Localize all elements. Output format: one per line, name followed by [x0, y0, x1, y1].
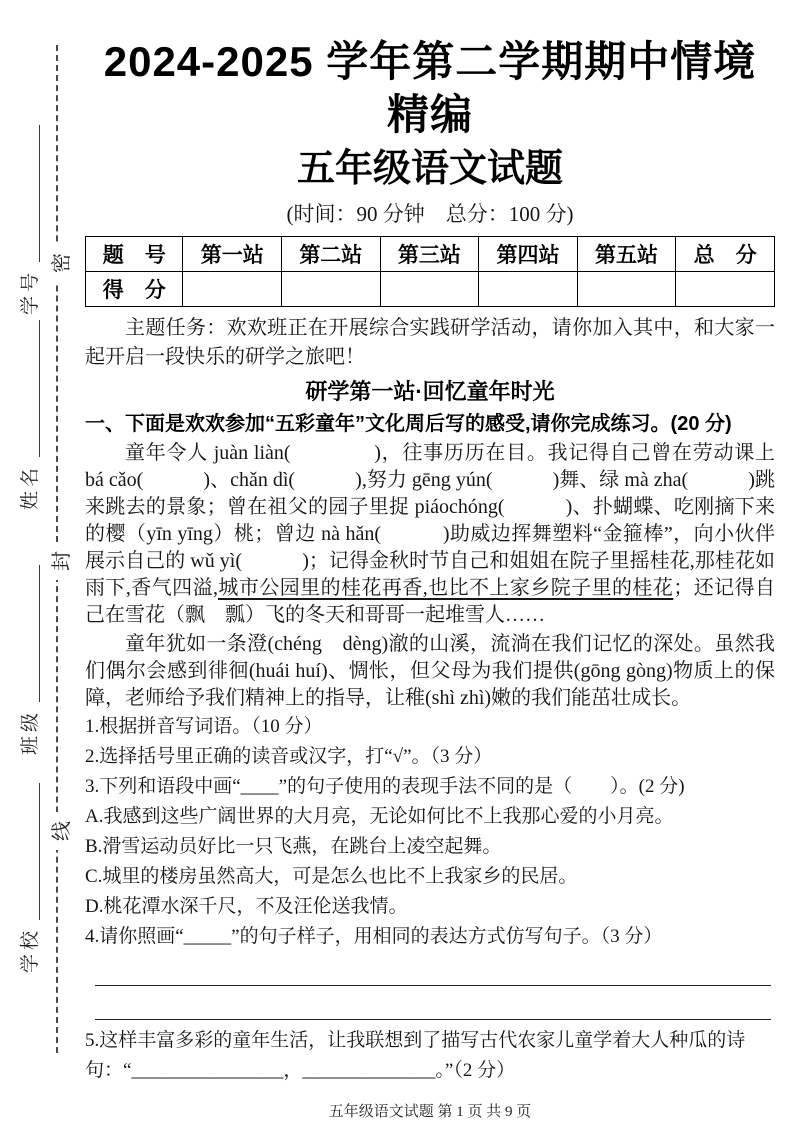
score-cell-total [676, 271, 775, 306]
score-header-station2: 第二站 [282, 236, 381, 271]
seal-char-xian: 线 [49, 812, 75, 850]
score-row-label: 得 分 [86, 271, 183, 306]
student-field-class-blank [36, 565, 40, 702]
student-field-class-label: 班级 [20, 708, 41, 755]
score-header-question: 题 号 [86, 236, 183, 271]
score-header-station1: 第一站 [183, 236, 282, 271]
student-field-school-blank [36, 783, 40, 920]
seal-char-feng: 封 [49, 542, 75, 580]
question-3-option-b: B.滑雪运动员好比一只飞燕，在跳台上凌空起舞。 [85, 835, 502, 857]
page-subtitle: 五年级语文试题 [296, 148, 563, 190]
question-4: 4.请你照画“_____”的句子样子，用相同的表达方式仿写句子。（3 分） [85, 925, 663, 947]
student-field-school [16, 783, 40, 973]
main-content [85, 36, 775, 1121]
seal-char-mi: 密 [49, 244, 75, 282]
student-field-name-label: 姓名 [20, 463, 41, 510]
score-table [85, 236, 775, 307]
passage-1-after: ；还记得自己在雪花（飘 瓢）飞的冬天和哥哥一起堆雪人…… [85, 576, 776, 626]
student-field-class [16, 565, 40, 755]
passage-paragraph-2: 童年犹如一条澄(chéng dèng)澈的山溪，流淌在我们记忆的深处。虽然我们偶尔会感到徘徊(huái huí)、惆怅，但父母为我们提供(gōng gòng)物质上的保障，老师给予我们精神上的指导，让稚(shì zhì)嫩的我们能茁壮成长。 [85, 632, 775, 709]
page-title: 2024-2025 学年第二学期期中情境精编 [103, 38, 757, 138]
score-cell-station3 [380, 271, 479, 306]
question-5: 5.这样丰富多彩的童年生活，让我联想到了描写古代农家儿童学着大人种瓜的诗句：“________________，______________。”（2 分） [85, 1029, 746, 1081]
passage-paragraph-1 [85, 440, 775, 629]
score-cell-station1 [183, 271, 282, 306]
score-cell-station5 [577, 271, 676, 306]
score-table-score-row [86, 271, 775, 306]
student-field-name-blank [36, 320, 40, 457]
student-field-number-label: 学号 [20, 268, 41, 315]
answer-line-1 [95, 958, 771, 986]
question-3-option-c: C.城里的楼房虽然高大，可是怎么也比不上我家乡的民居。 [85, 865, 578, 887]
score-header-station3: 第三站 [380, 236, 479, 271]
question-1: 1.根据拼音写词语。（10 分） [85, 715, 323, 737]
passage-1-before: 童年令人 juàn liàn( )，往事历历在目。我记得自己曾在劳动课上 bá cǎo( )、chǎn dì( ),努力 gēng yún( )舞、绿 mà zha( )跳来跳去的景象；曾在祖父的园子里捉 piáochóng( )、扑蝴蝶、吃刚摘下来的樱（yīn yīng）桃；曾边 nà hǎn( )助威边挥舞塑料“金箍棒”，向小伙伴展示自己的 wǔ yì( )；记得金秋时节自己和姐姐在院子里摇桂花,那桂花如雨下,香气四溢, [85, 441, 775, 599]
score-header-total: 总 分 [676, 236, 775, 271]
answer-line-2 [95, 992, 771, 1020]
score-table-header-row [86, 236, 775, 271]
score-cell-station4 [479, 271, 578, 306]
question-3-option-a: A.我感到这些广阔世界的大月亮，无论如何比不上我那心爱的小月亮。 [85, 805, 674, 827]
section-one-title: 一、下面是欢欢参加“五彩童年”文化周后写的感受,请你完成练习。(20 分) [85, 412, 732, 435]
student-field-number [16, 125, 40, 315]
score-header-station4: 第四站 [479, 236, 578, 271]
page-footer: 五年级语文试题 第 1 页 共 9 页 [328, 1103, 532, 1120]
score-header-station5: 第五站 [577, 236, 676, 271]
student-field-school-label: 学校 [20, 926, 41, 973]
passage-1-underlined-sentence: 城市公园里的桂花再香,也比不上家乡院子里的桂花 [218, 576, 674, 599]
question-3-option-d: D.桃花潭水深千尺，不及汪伦送我情。 [85, 895, 408, 917]
student-field-number-blank [36, 125, 40, 262]
student-field-name [16, 320, 40, 510]
question-2: 2.选择括号里正确的读音或汉字，打“√”。（3 分） [85, 745, 493, 767]
time-total-line: (时间：90 分钟 总分：100 分) [286, 201, 574, 226]
theme-task-paragraph: 主题任务：欢欢班正在开展综合实践研学活动，请你加入其中，和大家一起开启一段快乐的研学之旅吧！ [85, 316, 775, 368]
score-cell-station2 [282, 271, 381, 306]
station-heading: 研学第一站·回忆童年时光 [305, 378, 555, 404]
question-3: 3.下列和语段中画“____”的句子使用的表现手法不同的是（ ）。(2 分) [85, 775, 685, 797]
